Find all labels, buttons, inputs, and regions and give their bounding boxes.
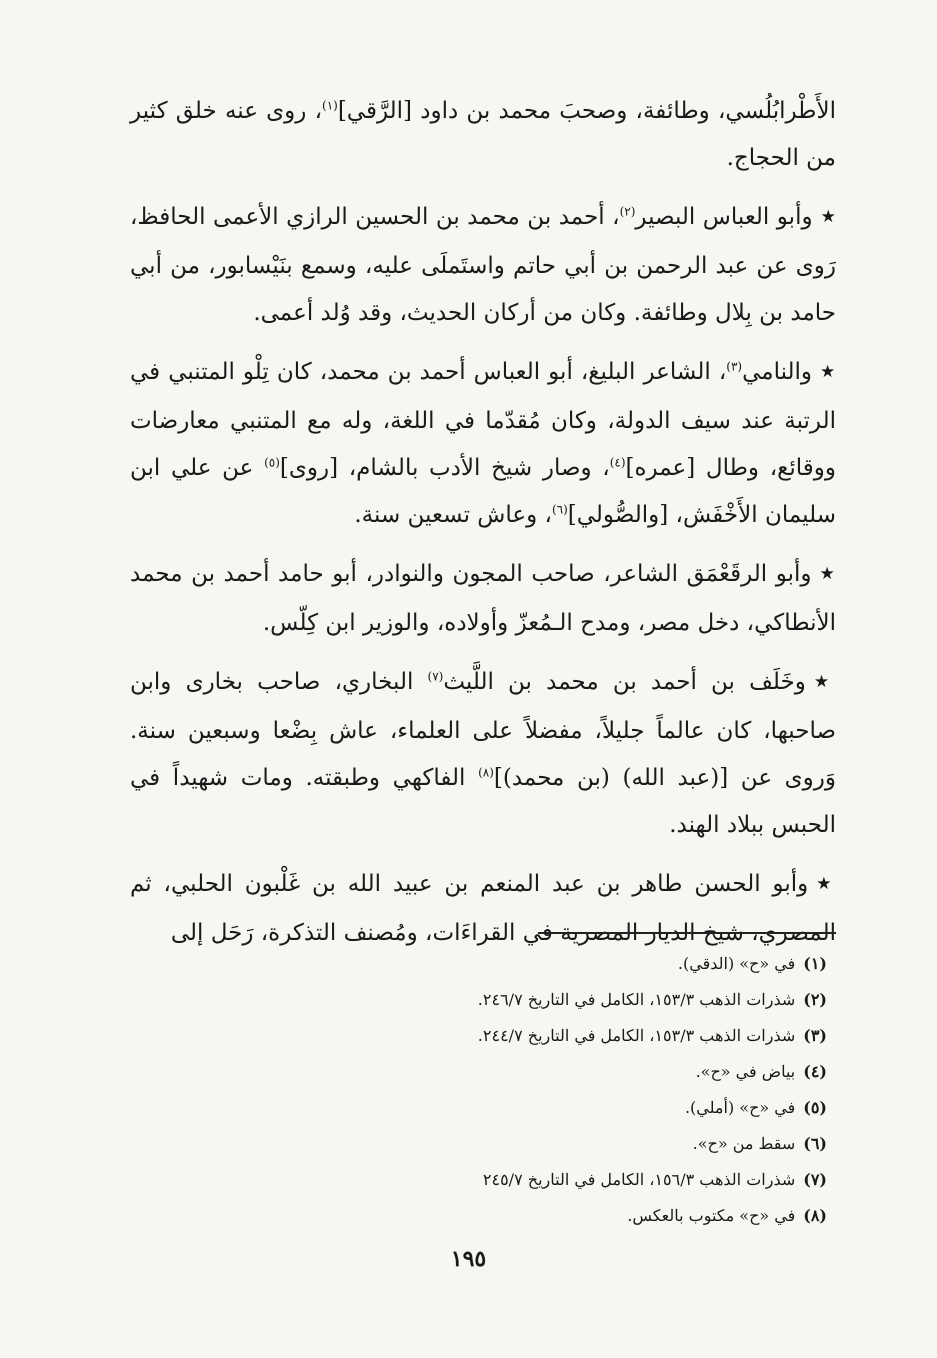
footnote-text: في «ح» (أملي). xyxy=(684,1098,796,1117)
footnote-ref: (٣) xyxy=(726,359,743,374)
page-number: ١٩٥ xyxy=(450,1246,487,1272)
footnote-text: في «ح» (الدقي). xyxy=(677,954,796,973)
footnote xyxy=(227,982,827,1018)
footnote-text: بياض في «ح». xyxy=(695,1062,796,1081)
paragraph xyxy=(130,194,836,337)
text-segment: ، وصار شيخ الأدب بالشام، [روى] xyxy=(279,455,610,481)
star-icon: ★ xyxy=(813,672,836,692)
footnote-number: (٦) xyxy=(803,1134,827,1153)
paragraph xyxy=(130,861,836,957)
text-segment: وأبو الحسن طاهر بن عبد المنعم بن عبيد الله بن غَلْبون الحلبي، ثم المصري، شيخ الديار المصرية في القراءَات، ومُصنف التذكرة، رَحَل إلى xyxy=(130,871,836,946)
footnotes xyxy=(227,946,827,1234)
footnote xyxy=(227,1054,827,1090)
footnote-ref: (٨) xyxy=(478,765,494,780)
footnote-ref: (١) xyxy=(322,98,338,113)
footnote-text: شذرات الذهب ١٥٦/٣، الكامل في التاريخ ٢٤٥/٧ xyxy=(482,1170,796,1189)
paragraph xyxy=(130,349,836,539)
text-segment: وأبو الرقَعْمَق الشاعر، صاحب المجون والنوادر، أبو حامد أحمد بن محمد الأنطاكي، دخل مصر، ومدح الـمُعزّ وأولاده، والوزير ابن كِلّس. xyxy=(130,561,836,636)
footnote xyxy=(227,946,827,982)
footnote xyxy=(227,1198,827,1234)
text-segment: ، وعاش تسعين سنة. xyxy=(354,502,552,528)
star-icon: ★ xyxy=(819,564,836,584)
text-segment: عن علي ابن سليمان الأَخْفَش، [والصُّولي] xyxy=(130,455,836,528)
footnote-number: (٣) xyxy=(803,1026,827,1045)
text-segment: وخَلَف بن أحمد بن محمد بن اللَّيث xyxy=(443,669,806,695)
text-segment: ، أحمد بن محمد بن الحسين الرازي الأعمى الحافظ، رَوى عن عبد الرحمن بن أبي حاتم واستَملَى عليه، وسمع بنَيْسابور، من أبي حامد بن بِلال وطائفة. وكان من أركان الحديث، وقد وُلد أعمى. xyxy=(130,204,836,326)
text-segment: وأبو العباس البصير xyxy=(635,204,813,230)
text-segment: الفاكهي وطبقته. ومات شهيداً في الحبس ببلاد الهند. xyxy=(130,765,836,838)
footnote-text: شذرات الذهب ١٥٣/٣، الكامل في التاريخ ٢٤٤/٧. xyxy=(477,1026,796,1045)
footnote-number: (٤) xyxy=(803,1062,827,1081)
paragraph xyxy=(130,88,836,182)
footnote-ref: (٦) xyxy=(551,502,568,517)
text-segment: ، الشاعر البليغ، أبو العباس أحمد بن محمد، كان تِلْو المتنبي في الرتبة عند سيف الدولة، وكان مُقدّما في اللغة، وله مع المتنبي معارضات ووقائع، وطال [عمره] xyxy=(130,359,836,481)
footnote xyxy=(227,1162,827,1198)
footnote xyxy=(227,1126,827,1162)
paragraph xyxy=(130,551,836,647)
footnote-ref: (٧) xyxy=(427,669,444,684)
footnote-text: شذرات الذهب ١٥٣/٣، الكامل في التاريخ ٢٤٦/٧. xyxy=(477,990,796,1009)
star-icon: ★ xyxy=(820,207,836,227)
footnote-number: (٢) xyxy=(803,990,827,1009)
main-text xyxy=(130,88,836,969)
footnote-ref: (٥) xyxy=(264,455,280,470)
footnote-number: (٧) xyxy=(803,1170,827,1189)
footnote-number: (٥) xyxy=(803,1098,827,1117)
footnote-divider xyxy=(538,932,836,934)
footnote-ref: (٤) xyxy=(609,455,626,470)
footnote-text: سقط من «ح». xyxy=(692,1134,796,1153)
star-icon: ★ xyxy=(820,362,836,382)
footnote-text: في «ح» مكتوب بالعكس. xyxy=(627,1206,796,1225)
text-segment: ، روى عنه خلق كثير من الحجاج. xyxy=(130,98,836,171)
paragraph xyxy=(130,659,836,849)
star-icon: ★ xyxy=(816,874,836,894)
footnote-number: (١) xyxy=(803,954,827,973)
text-segment: البخاري، صاحب بخارى وابن صاحبها، كان عالماً جليلاً، مفضلاً على العلماء، عاش بِضْعا وسبعين سنة. وَروى عن [(عبد الله) (بن محمد)] xyxy=(130,669,836,791)
footnote-number: (٨) xyxy=(803,1206,827,1225)
footnote xyxy=(227,1018,827,1054)
footnote xyxy=(227,1090,827,1126)
footnote-ref: (٢) xyxy=(619,204,636,219)
text-segment: والنامي xyxy=(742,359,813,385)
text-segment: الأَطْرابُلُسي، وطائفة، وصحبَ محمد بن داود [الرَّقي] xyxy=(337,98,836,124)
